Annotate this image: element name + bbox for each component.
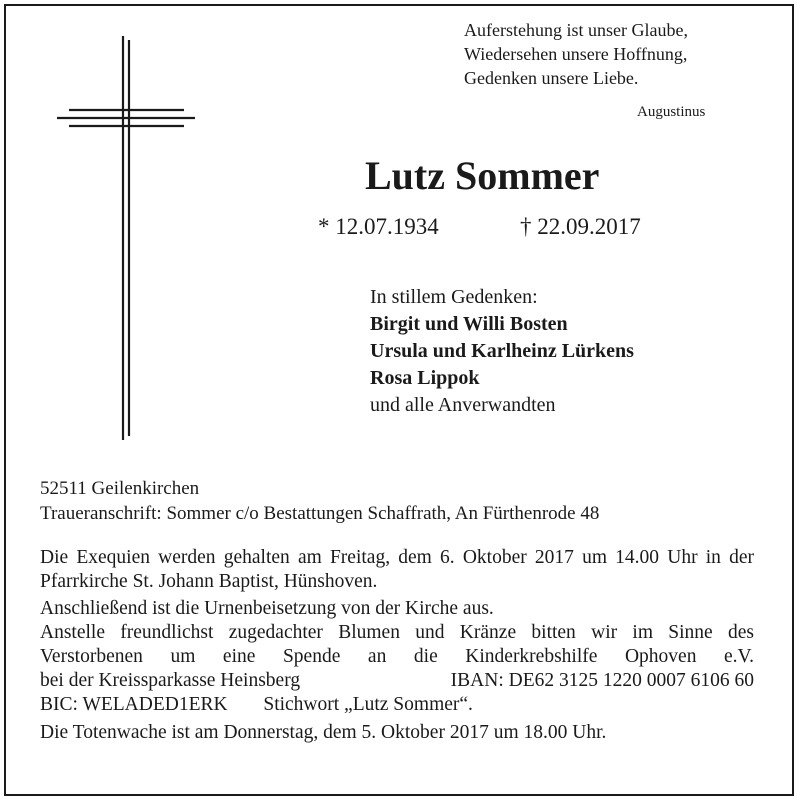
quote-line: Auferstehung ist unser Glaube, (464, 20, 688, 40)
donation-paragraph: Anstelle freundlichst zugedachter Blumen und Kränze bitten wir im Sinne des Verstorbenen um eine Spende an die Kinderkrebshilfe Ophoven e.V. (40, 622, 754, 667)
death-date: † 22.09.2017 (520, 214, 641, 239)
quote-line: Wiedersehen unsere Hoffnung, (464, 44, 688, 64)
bank-name: bei der Kreissparkasse Heinsberg (40, 670, 301, 691)
birth-date: * 12.07.1934 (318, 214, 439, 239)
urn-paragraph: Anschließend ist die Urnenbeisetzung von der Kirche aus. (40, 598, 494, 619)
epigraph-quote (464, 18, 688, 90)
quote-author: Augustinus (637, 104, 706, 120)
bic-line (40, 693, 754, 717)
mourners-intro: In stillem Gedenken: (370, 286, 538, 308)
deceased-name: Lutz Sommer (365, 153, 600, 198)
mourning-address: Traueranschrift: Sommer c/o Bestattungen Schaffrath, An Fürthenrode 48 (40, 503, 600, 524)
exequies-paragraph: Die Exequien werden gehalten am Freitag, dem 6. Oktober 2017 um 14.00 Uhr in der Pfarrkirche St. Johann Baptist, Hünshoven. (40, 547, 754, 592)
bank-line (40, 669, 754, 693)
mourner-name: Birgit und Willi Bosten (370, 313, 568, 335)
wake-paragraph: Die Totenwache ist am Donnerstag, dem 5. Oktober 2017 um 18.00 Uhr. (40, 722, 607, 743)
bic: BIC: WELADED1ERK (40, 694, 228, 715)
iban: IBAN: DE62 3125 1220 0007 6106 60 (450, 670, 754, 691)
donation-keyword: Stichwort „Lutz Sommer“. (263, 694, 473, 715)
mourner-name: Rosa Lippok (370, 367, 480, 389)
address-block (40, 476, 599, 526)
service-details (40, 546, 754, 745)
donation-block (40, 621, 754, 717)
quote-line: Gedenken unsere Liebe. (464, 68, 639, 88)
mourners-others: und alle Anverwandten (370, 394, 556, 416)
city-line: 52511 Geilenkirchen (40, 478, 200, 499)
cross-icon (56, 36, 196, 440)
mourners-block (370, 284, 634, 419)
mourner-name: Ursula und Karlheinz Lürkens (370, 340, 634, 362)
